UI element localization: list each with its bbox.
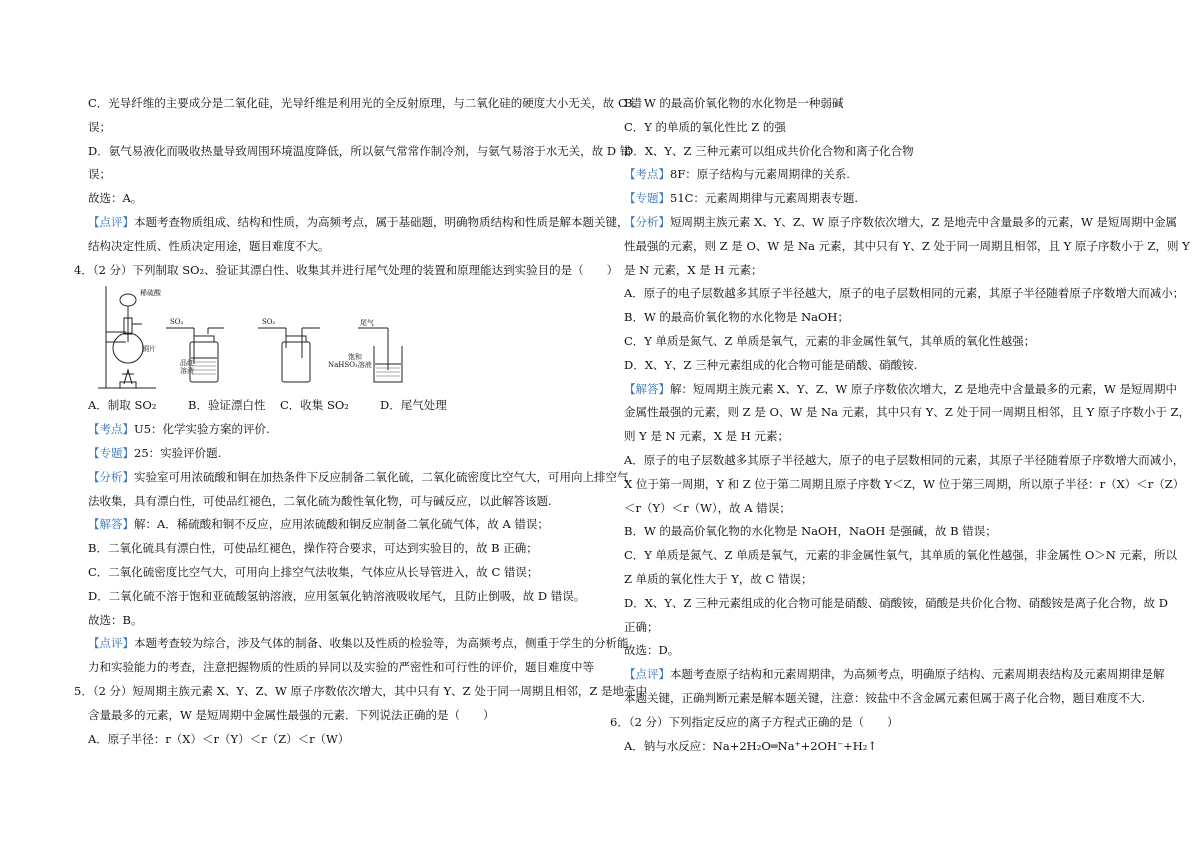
q4-dianping: 【点评】本题考查较为综合，涉及气体的制备、收集以及性质的检验等，为高频考点，侧重于学生的分析能 — [88, 636, 629, 651]
jieda-tag: 【解答】 — [624, 381, 670, 396]
apparatus-figure — [96, 284, 600, 394]
q6-stem: 6．（2 分）下列指定反应的离子方程式正确的是（ ） — [610, 714, 899, 729]
q5-stem: 5．（2 分）短周期主族元素 X、Y、Z、W 原子序数依次增大，其中只有 Y、Z 处于同一周期且相邻，Z 是地壳中 — [74, 683, 647, 698]
q4-jieda-d: D．二氧化硫不溶于饱和亚硫酸氢钠溶液，应用氢氧化钠溶液吸收尾气，且防止倒吸，故 D 错误。 — [88, 588, 586, 603]
label-tail-gas: 尾气 — [360, 319, 374, 328]
q5-jieda-6: ＜r（Y）＜r（W），故 A 错误； — [624, 500, 791, 515]
dianping-tag: 【点评】 — [88, 636, 134, 651]
q4-zhuanti: 【专题】25：实验评价题. — [88, 445, 222, 460]
q3-comment-cont: 结构决定性质、性质决定用途，题目难度不大。 — [88, 238, 330, 253]
q5-dianping-cont: 本题关键，正确判断元素是解本题关键，注意：铵盐中不含金属元素但属于离子化合物，题目难度不大. — [624, 690, 1146, 705]
q4-jieda: 【解答】解：A．稀硫酸和铜不反应，应用浓硫酸和铜反应制备二氧化硫气体，故 A 错误； — [88, 517, 549, 532]
zhuanti-tag: 【专题】 — [88, 445, 134, 460]
q5-jieda-11: 正确； — [624, 619, 659, 634]
q5-jieda-4: A．原子的电子层数越多其原子半径越大，原子的电子层数相同的元素，其原子半径随着原子序数增大而减小， — [624, 452, 1185, 467]
q5-jieda-8: C．Y 单质是氮气、Z 单质是氧气，元素的非金属性氧气，其单质的氧化性越强，非金属性 O＞N 元素，所以 — [624, 548, 1177, 563]
q5-option-c: C．Y 的单质的氧化性比 Z 的强 — [624, 119, 786, 134]
q4-dianping-cont: 力和实验能力的考查，注意把握物质的性质的异同以及实验的严密性和可行性的评价，题目难度中等 — [88, 660, 594, 675]
label-so2-b: SO₂ — [170, 318, 184, 327]
q4-answer: 故选：B。 — [88, 612, 143, 627]
label-saturated: 饱和 — [348, 353, 362, 362]
q5-jieda-9: Z 单质的氧化性大于 Y，故 C 错误； — [624, 571, 813, 586]
label-nahso3: NaHSO₃溶液 — [328, 361, 372, 370]
comment-tag: 【点评】 — [88, 214, 134, 229]
q3-comment: 【点评】本题考查物质组成、结构和性质，为高频考点，属于基础题，明确物质结构和性质是解本题关键， — [88, 214, 629, 229]
q4-kaodian: 【考点】U5：化学实验方案的评价. — [88, 422, 270, 437]
q5-fenxi-7: D．X、Y、Z 三种元素组成的化合物可能是硝酸、硝酸铵. — [624, 357, 918, 372]
right-column — [610, 92, 1191, 758]
kaodian-tag: 【考点】 — [88, 422, 134, 437]
q5-stem-cont: 含量最多的元素，W 是短周期中金属性最强的元素．下列说法正确的是（ ） — [88, 707, 495, 722]
q4-fenxi: 【分析】实验室可用浓硫酸和铜在加热条件下反应制备二氧化硫，二氧化硫密度比空气大，可用向上排空气 — [88, 469, 629, 484]
q4-fenxi-cont: 法收集，具有漂白性，可使品红褪色，二氧化硫为酸性氧化物，可与碱反应，以此解答该题. — [88, 493, 552, 508]
q5-option-b: B．W 的最高价氧化物的水化物是一种弱碱 — [624, 96, 844, 110]
q5-fenxi-6: C．Y 单质是氮气、Z 单质是氧气，元素的非金属性氧气，其单质的氧化性越强； — [624, 333, 1036, 348]
q3-option-d-cont: 误； — [88, 167, 111, 182]
q4-option-b: B．验证漂白性 — [188, 398, 266, 413]
dianping-tag: 【点评】 — [624, 667, 670, 682]
q5-jieda-2: 金属性最强的元素，则 Z 是 O、W 是 Na 元素，其中只有 Y、Z 处于同一周期且相邻，且 Y 原子序数小于 Z， — [624, 405, 1191, 420]
q5-answer: 故选：D。 — [624, 643, 680, 658]
q5-jieda-3: 则 Y 是 N 元素，X 是 H 元素； — [624, 429, 789, 444]
q5-jieda-7: B．W 的最高价氧化物的水化物是 NaOH，NaOH 是强碱，故 B 错误； — [624, 524, 997, 539]
q5-jieda-5: X 位于第一周期，Y 和 Z 位于第二周期且原子序数 Y＜Z，W 位于第三周期，所以原子半径：r（X）＜r（Z） — [624, 476, 1185, 491]
q3-option-c-cont: 误； — [88, 119, 111, 134]
q3-option-d: D．氨气易液化而吸收热量导致周围环境温度降低，所以氨气常常作制冷剂，与氨气易溶于水无关，故 D 错 — [88, 143, 632, 158]
apparatus-drawing — [96, 284, 426, 394]
q3-option-c: C．光导纤维的主要成分是二氧化硅，光导纤维是利用光的全反射原理，与二氧化硅的硬度大小无关，故 C 错 — [88, 96, 642, 110]
q4-option-c: C．收集 SO₂ — [280, 398, 349, 413]
fenxi-tag: 【分析】 — [88, 469, 134, 484]
q5-kaodian: 【考点】8F：原子结构与元素周期律的关系. — [624, 167, 850, 182]
label-solution: 溶液 — [180, 367, 194, 376]
q5-fenxi-2: 性最强的元素，则 Z 是 O、W 是 Na 元素，其中只有 Y、Z 处于同一周期且相邻，且 Y 原子序数小于 Z，则 Y — [624, 238, 1190, 253]
q3-answer: 故选：A。 — [88, 191, 143, 206]
zhuanti-tag: 【专题】 — [624, 191, 670, 206]
q4-jieda-b: B．二氧化硫具有漂白性，可使品红褪色，操作符合要求，可达到实验目的，故 B 正确； — [88, 541, 538, 556]
label-so2-c: SO₂ — [262, 318, 276, 327]
kaodian-tag: 【考点】 — [624, 167, 670, 182]
label-pinkred: 品红 — [180, 359, 194, 368]
q5-fenxi-3: 是 N 元素，X 是 H 元素； — [624, 262, 763, 277]
fenxi-tag: 【分析】 — [624, 214, 670, 229]
q6-option-a: A．钠与水反应：Na+2H₂O═Na⁺+2OH⁻+H₂↑ — [624, 738, 878, 753]
label-copper: 铜片 — [142, 345, 156, 354]
q5-option-d: D．X、Y、Z 三种元素可以组成共价化合物和离子化合物 — [624, 143, 914, 158]
q5-dianping: 【点评】本题考查原子结构和元素周期律，为高频考点，明确原子结构、元素周期表结构及元素周期律是解 — [624, 667, 1165, 682]
q4-option-d: D．尾气处理 — [380, 398, 447, 413]
q5-fenxi: 【分析】短周期主族元素 X、Y、Z、W 原子序数依次增大，Z 是地壳中含量最多的元素，W 是短周期中金属 — [624, 214, 1178, 229]
q4-option-a: A．制取 SO₂ — [88, 398, 157, 413]
label-dilute-acid: 稀硫酸 — [140, 289, 161, 298]
q4-jieda-c: C．二氧化硫密度比空气大，可用向上排空气法收集，气体应从长导管进入，故 C 错误； — [88, 564, 539, 579]
left-column — [74, 92, 647, 751]
q4-stem: 4．（2 分）下列制取 SO₂、验证其漂白性、收集其并进行尾气处理的装置和原理能达到实验目的是（ ） — [74, 262, 619, 277]
q5-fenxi-5: B．W 的最高价氧化物的水化物是 NaOH； — [624, 310, 849, 325]
jieda-tag: 【解答】 — [88, 517, 134, 532]
q5-jieda: 【解答】解：短周期主族元素 X、Y、Z、W 原子序数依次增大，Z 是地壳中含量最多的元素，W 是短周期中 — [624, 381, 1178, 396]
q5-jieda-10: D．X、Y、Z 三种元素组成的化合物可能是硝酸、硝酸铵，硝酸是共价化合物、硝酸铵是离子化合物，故 D — [624, 595, 1169, 610]
q5-option-a: A．原子半径：r（X）＜r（Y）＜r（Z）＜r（W） — [88, 731, 350, 746]
q5-fenxi-4: A．原子的电子层数越多其原子半径越大，原子的电子层数相同的元素，其原子半径随着原子序数增大而减小； — [624, 286, 1185, 301]
q5-zhuanti: 【专题】51C：元素周期律与元素周期表专题. — [624, 191, 859, 206]
q4-options — [88, 394, 600, 418]
